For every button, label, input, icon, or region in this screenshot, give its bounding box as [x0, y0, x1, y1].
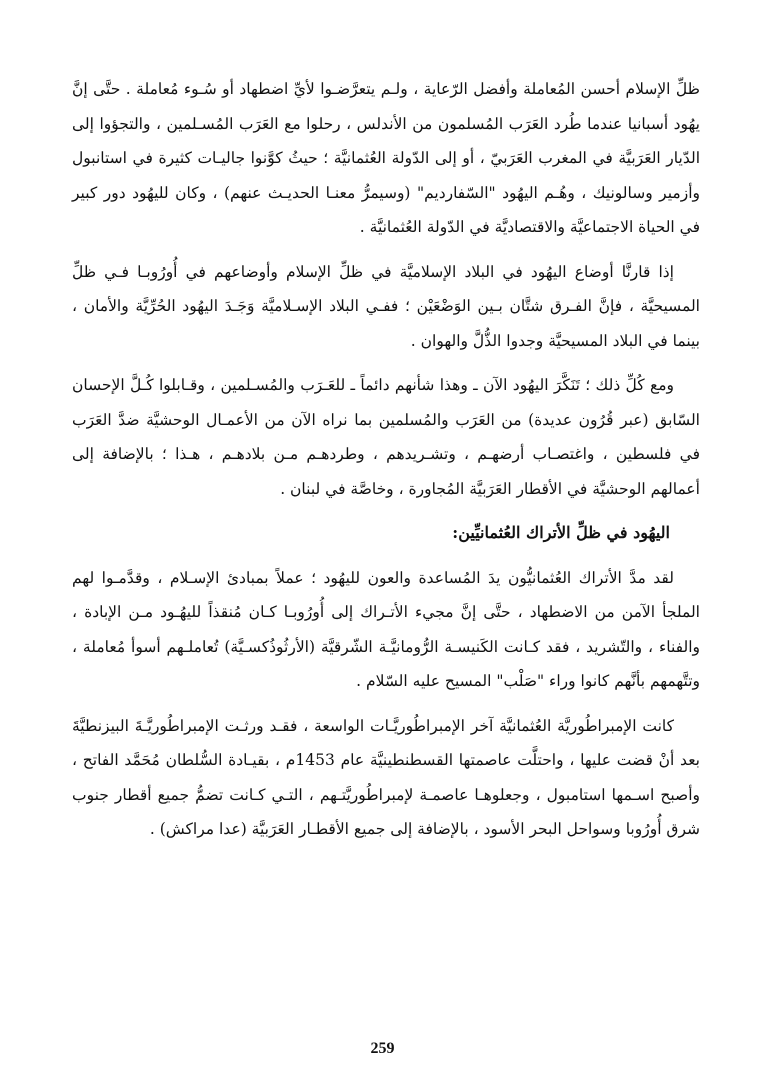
page-number: 259 — [370, 1040, 395, 1057]
paragraph-2: إذا قارنَّا أوضاع اليهُود في البلاد الإسلاميَّة في ظلِّ الإسلام وأوضاعهم في أُورُوبـا فـي ظلِّ المسيحيَّة ، فإنَّ الفـرق شتَّان بـين الوَضْعَيْن ؛ ففـي البلاد الإسـلاميَّة وَجَـدَ اليهُود الحُرِّيَّة والأمان ، بينما في البلاد المسيحيَّة وجدوا الذُّلَّ والهوان . — [72, 262, 700, 350]
page-body — [72, 72, 700, 857]
section-heading: اليهُود في ظلِّ الأتراك العُثمانيِّين: — [452, 523, 670, 542]
paragraph-5: كانت الإمبراطُوريَّة العُثمانيَّة آخر الإمبراطُوريَّـات الواسعة ، فقـد ورثـت الإمبراطُوريَّـةَ البيزنطيَّةَ بعد أنْ قضت عليها ، واحتلَّت عاصمتها القسطنطينيَّة عام 1453م ، بقيـادة السُّلطان مُحَمَّد الفاتح ، وأصبح اسـمها استامبول ، وجعلوهـا عاصمـة لإمبراطُوريَّتـهم ، التـي كـانت تضمُّ جميع أقطار جنوب شرق أُورُوبا وسواحل البحر الأسود ، بالإضافة إلى جميع الأقطـار العَرَبيَّة (عدا مراكش) . — [72, 716, 700, 838]
paragraph-1: ظلِّ الإسلام أحسن المُعاملة وأفضل الرّعاية ، ولـم يتعرَّضـوا لأيِّ اضطهاد أو سُـوء مُعاملة . حتَّى إنَّ يهُود أسبانيا عندما طُرد العَرَب المُسلمون من الأندلس ، رحلوا مع العَرَب المُسـلمين ، والتجؤوا إلى الدّيار العَرَبيَّة في المغرب العَرَبيّ ، أو إلى الدّولة العُثمانيَّة ؛ حيثُ كوَّنوا جاليـات كثيرة في استانبول وأزمير وسالونيك ، وهُـم اليهُود "السّفارديم" (وسيمرُّ معنـا الحديـث عنهم) ، وكان لليهُود دور كبير في الحياة الاجتماعيَّة والاقتصاديَّة في الدّولة العُثمانيَّة . — [72, 80, 700, 236]
paragraph-3: ومع كُلِّ ذلك ؛ تَنَكَّرَ اليهُود الآن ـ وهذا شأنهم دائماً ـ للعَـرَب والمُسـلمين ، وقـابلوا كُـلَّ الإحسان السّابق (عبر قُرُون عديدة) من العَرَب والمُسلمين بما نراه الآن من الأعمـال الوحشيَّة ضدَّ العَرَب في فلسطين ، واغتصـاب أرضهـم ، وتشـريدهم ، وطردهـم مـن بلادهـم ، هـذا ؛ بالإضافة إلى أعمالهم الوحشيَّة في الأقطار العَرَبيَّة المُجاورة ، وخاصَّة في لبنان . — [72, 376, 700, 498]
paragraph-4: لقد مدَّ الأتراك العُثمانيُّون يدَ المُساعدة والعون لليهُود ؛ عملاً بمبادئ الإسـلام ، وقدَّمـوا لهم الملجأ الآمن من الاضطهاد ، حتَّى إنَّ مجيء الأتـراك إلى أُورُوبـا كـان مُنقذاً لليهُـود مـن الإبادة ، والفناء ، والتّشريد ، فقد كـانت الكَنيسـة الرُّومانيَّـة الشّرقيَّة (الأرثُوذُكسـيَّة) تُعاملـهم أسوأ مُعاملة ، وتتَّهمهم بأنَّهم كانوا وراء "صَلْب" المسيح عليه السّلام . — [72, 568, 700, 690]
